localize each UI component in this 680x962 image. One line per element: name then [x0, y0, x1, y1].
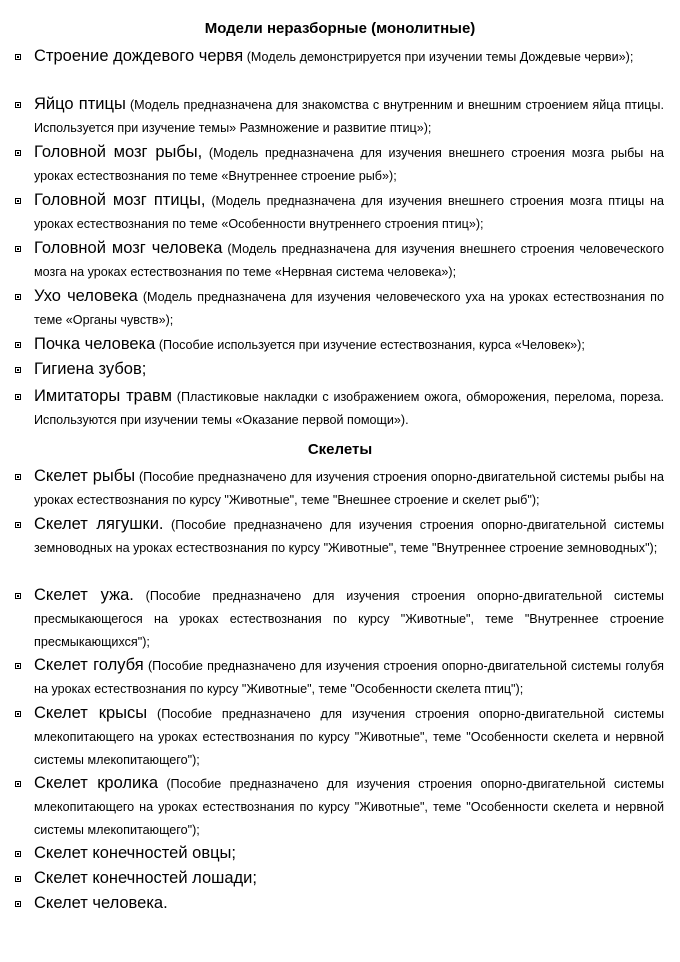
item-name: Скелет рыбы — [34, 467, 136, 485]
list-item-pigeon-skeleton — [34, 654, 664, 701]
item-name: Головной мозг человека — [34, 239, 223, 257]
item-description: (Модель демонстрируется при изучении темы Дождевые черви»); — [243, 50, 634, 64]
list-item-rat-skeleton — [34, 702, 664, 772]
item-name: Гигиена зубов; — [34, 360, 147, 378]
bullet-icon — [15, 342, 21, 348]
item-description: (Пособие используется при изучение естествознания, курса «Человек»); — [155, 338, 585, 352]
list-item-frog-skeleton — [34, 513, 664, 560]
bullet-icon — [15, 54, 21, 60]
list-item-rabbit-skeleton — [34, 772, 664, 842]
list-item-injury-simulators — [34, 385, 664, 432]
bullet-icon — [15, 150, 21, 156]
list-item-human-skeleton — [34, 892, 664, 916]
item-description: (Модель предназначена для знакомства с внутренним и внешним строением яйца птицы. Используется при изучение темы» Размножение и развитие птиц»); — [34, 98, 664, 135]
section-heading-skeletons: Скелеты — [307, 441, 373, 458]
item-description: (Модель предназначена для изучения внешнего строения человеческого мозга на уроках естествознания по теме «Нервная система человека»); — [34, 242, 664, 279]
list-item-horse-limbs-skeleton — [34, 867, 664, 891]
bullet-icon — [15, 394, 21, 400]
item-description: (Пособие предназначено для изучения строения опорно-двигательной системы рыбы на уроках естествознания по курсу "Животные", теме "Внешнее строение и скелет рыб"); — [34, 470, 664, 507]
bullet-icon — [15, 474, 21, 480]
list-item-fish-skeleton — [34, 465, 664, 512]
item-description: (Модель предназначена для изучения внешнего строения мозга птицы на уроках естествознания по теме «Особенности внутреннего строения птиц»); — [34, 194, 664, 231]
bullet-icon — [15, 522, 21, 528]
item-name: Головной мозг птицы, — [34, 191, 206, 209]
item-description: (Пособие предназначено для изучения строения опорно-двигательной системы млекопитающего на уроках естествознания по курсу "Животные", теме "Особенности скелета и нервной системы млекопитающего"); — [34, 777, 664, 837]
item-name: Головной мозг рыбы, — [34, 143, 203, 161]
list-item-dental-hygiene — [34, 358, 664, 382]
item-name: Скелет кролика — [34, 774, 159, 792]
list-item-human-brain — [34, 237, 664, 284]
list-item-fish-brain — [34, 141, 664, 188]
item-name: Почка человека — [34, 335, 156, 353]
item-name: Строение дождевого червя — [34, 47, 244, 65]
item-name: Скелет конечностей овцы; — [34, 844, 236, 862]
item-description: (Пособие предназначено для изучения строения опорно-двигательной системы пресмыкающегося на уроках естествознания по курсу "Животные", теме "Внутреннее строение пресмыкающихся"); — [34, 589, 664, 649]
bullet-icon — [15, 198, 21, 204]
bullet-icon — [15, 246, 21, 252]
list-item-human-ear — [34, 285, 664, 332]
item-name: Скелет ужа. — [34, 586, 134, 604]
item-description: (Пособие предназначено для изучения строения опорно-двигательной системы млекопитающего на уроках естествознания по курсу "Животные", теме "Особенности скелета и нервной системы млекопитающего"); — [34, 707, 665, 767]
list-item-grass-snake-skeleton — [34, 584, 664, 654]
bullet-icon — [15, 663, 21, 669]
item-description: (Пособие предназначено для изучения строения опорно-двигательной системы земноводных на уроках естествознания по курсу "Животные", теме "Внутреннее строение земноводных"); — [34, 518, 664, 555]
bullet-icon — [15, 781, 21, 787]
item-description: (Пособие предназначено для изучения строения опорно-двигательной системы голубя на уроках естествознания по курсу "Животные", теме "Особенности скелета птиц"); — [34, 659, 665, 696]
list-item-bird-brain — [34, 189, 664, 236]
item-name: Яйцо птицы — [34, 95, 126, 113]
item-name: Скелет конечностей лошади; — [34, 869, 257, 887]
item-description: (Модель предназначена для изучения внешнего строения мозга рыбы на уроках естествознания по теме «Внутреннее строение рыб»); — [34, 146, 664, 183]
bullet-icon — [15, 711, 21, 717]
bullet-icon — [15, 876, 21, 882]
bullet-icon — [15, 367, 21, 373]
item-name: Скелет крысы — [34, 704, 148, 722]
bullet-icon — [15, 294, 21, 300]
item-name: Скелет человека. — [34, 894, 168, 912]
list-item-bird-egg — [34, 93, 664, 140]
section-heading-monolithic-models: Модели неразборные (монолитные) — [204, 20, 476, 37]
item-name: Ухо человека — [34, 287, 138, 305]
bullet-icon — [15, 901, 21, 907]
bullet-icon — [15, 102, 21, 108]
item-name: Скелет голубя — [34, 656, 144, 674]
list-item-sheep-limbs-skeleton — [34, 842, 664, 866]
item-name: Имитаторы травм — [34, 387, 172, 405]
bullet-icon — [15, 593, 21, 599]
item-name: Скелет лягушки. — [34, 515, 164, 533]
list-item-human-kidney — [34, 333, 664, 357]
item-description: (Пластиковые накладки с изображением ожога, обморожения, перелома, пореза. Используются при изучении темы «Оказание первой помощи»). — [34, 390, 664, 427]
item-description: (Модель предназначена для изучения человеческого уха на уроках естествознания по теме «Органы чувств»); — [34, 290, 665, 327]
bullet-icon — [15, 851, 21, 857]
list-item-earthworm — [34, 45, 664, 69]
